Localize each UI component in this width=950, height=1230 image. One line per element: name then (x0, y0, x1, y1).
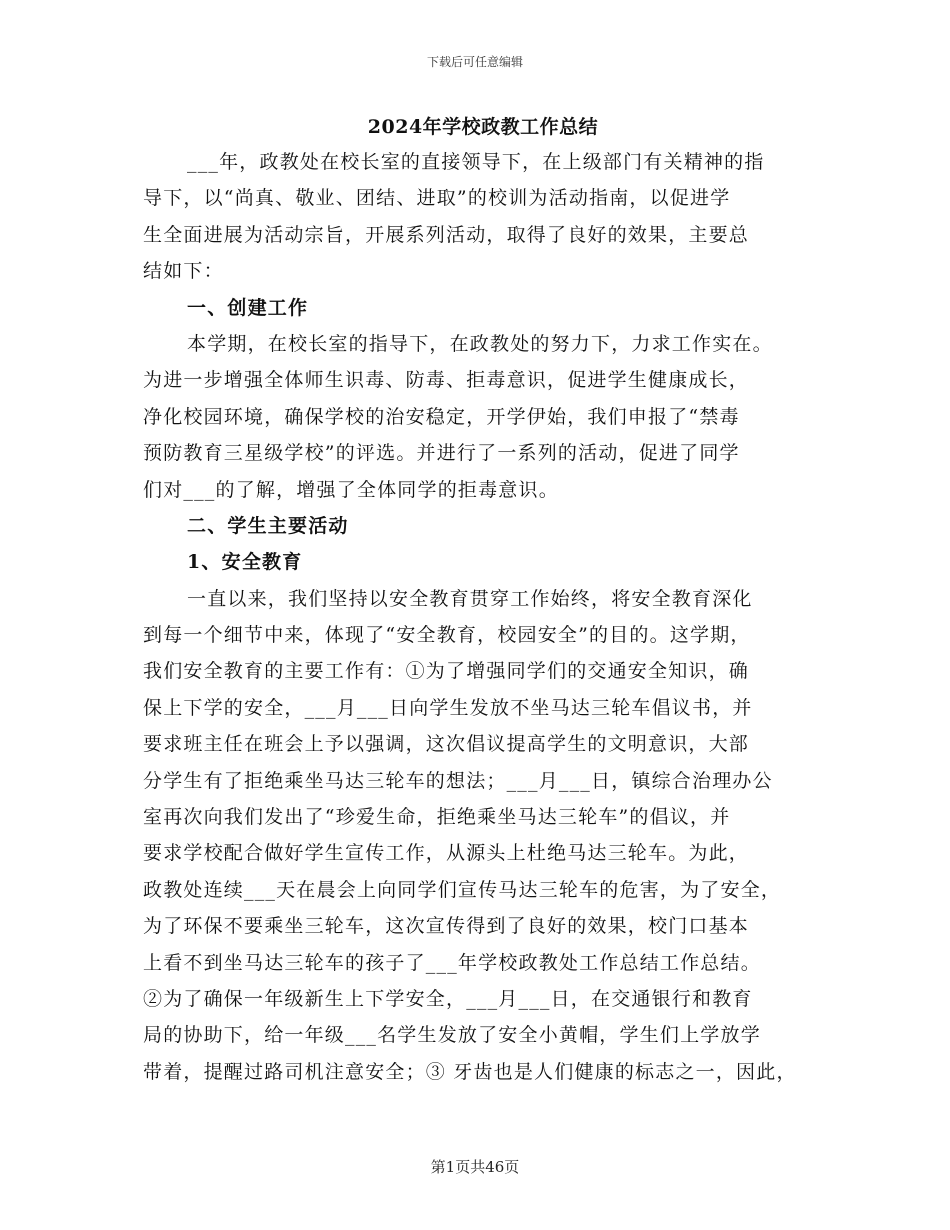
paragraph-line: 到每一个细节中来，体现了“安全教育，校园安全”的目的。这学期， (143, 624, 751, 647)
paragraph-line: ___年，政教处在校长室的直接领导下，在上级部门有关精神的指 (187, 151, 765, 173)
page-header-note: 下载后可任意编辑 (426, 55, 523, 69)
paragraph-line: 带着，提醒过路司机注意安全；③ 牙齿也是人们健康的标志之一，因此， (143, 1060, 797, 1083)
subsection-heading-safety-education: 1、安全教育 (187, 551, 303, 574)
paragraph-line: 局的协助下，给一年级___名学生发放了安全小黄帽，学生们上学放学 (143, 1024, 761, 1047)
paragraph-line: 预防教育三星级学校”的评选。并进行了一系列的活动，促进了同学 (143, 442, 740, 465)
paragraph-line: 政教处连续___天在晨会上向同学们宣传马达三轮车的危害，为了安全， (143, 878, 782, 901)
section-heading-student-activities: 二、学生主要活动 (187, 514, 349, 537)
document-body (143, 113, 823, 1090)
paragraph-line: 上看不到坐马达三轮车的孩子了___年学校政教处工作总结工作总结。 (143, 951, 761, 974)
paragraph-line: 要求学校配合做好学生宣传工作，从源头上杜绝马达三轮车。为此， (143, 842, 750, 865)
paragraph-line: 我们安全教育的主要工作有：①为了增强同学们的交通安全知识，确 (143, 660, 750, 683)
paragraph-line: 一直以来，我们坚持以安全教育贯穿工作始终，将安全教育深化 (187, 587, 753, 610)
page-number: 第1页共46页 (430, 1158, 520, 1176)
paragraph-line: 净化校园环境，确保学校的治安稳定，开学伊始，我们申报了“禁毒 (143, 405, 740, 428)
document-title: 2024年学校政教工作总结 (367, 116, 599, 138)
paragraph-line: ②为了确保一年级新生上下学安全，___月___日，在交通银行和教育 (143, 987, 753, 1010)
paragraph-line: 要求班主任在班会上予以强调，这次倡议提高学生的文明意识，大部 (143, 733, 750, 756)
paragraph-line: 结如下： (143, 260, 224, 283)
paragraph-line: 室再次向我们发出了“珍爱生命，拒绝乘坐马达三轮车”的倡议，并 (143, 806, 731, 829)
paragraph-line: 生全面进展为活动宗旨，开展系列活动，取得了良好的效果，主要总 (143, 223, 750, 246)
paragraph-line: 们对___的了解，增强了全体同学的拒毒意识。 (143, 478, 559, 501)
paragraph-line: 导下，以“尚真、敬业、团结、进取”的校训为活动指南，以促进学 (143, 187, 731, 210)
paragraph-line: 本学期，在校长室的指导下，在政教处的努力下，力求工作实在。 (187, 332, 773, 355)
paragraph-line: 为进一步增强全体师生识毒、防毒、拒毒意识，促进学生健康成长， (143, 369, 750, 392)
section-heading-creation: 一、创建工作 (187, 296, 309, 319)
paragraph-line: 保上下学的安全，___月___日向学生发放不坐马达三轮车倡议书，并 (143, 696, 753, 719)
paragraph-line: 分学生有了拒绝乘坐马达三轮车的想法；___月___日，镇综合治理办公 (143, 769, 773, 792)
paragraph-line: 为了环保不要乘坐三轮车，这次宣传得到了良好的效果，校门口基本 (143, 915, 750, 938)
